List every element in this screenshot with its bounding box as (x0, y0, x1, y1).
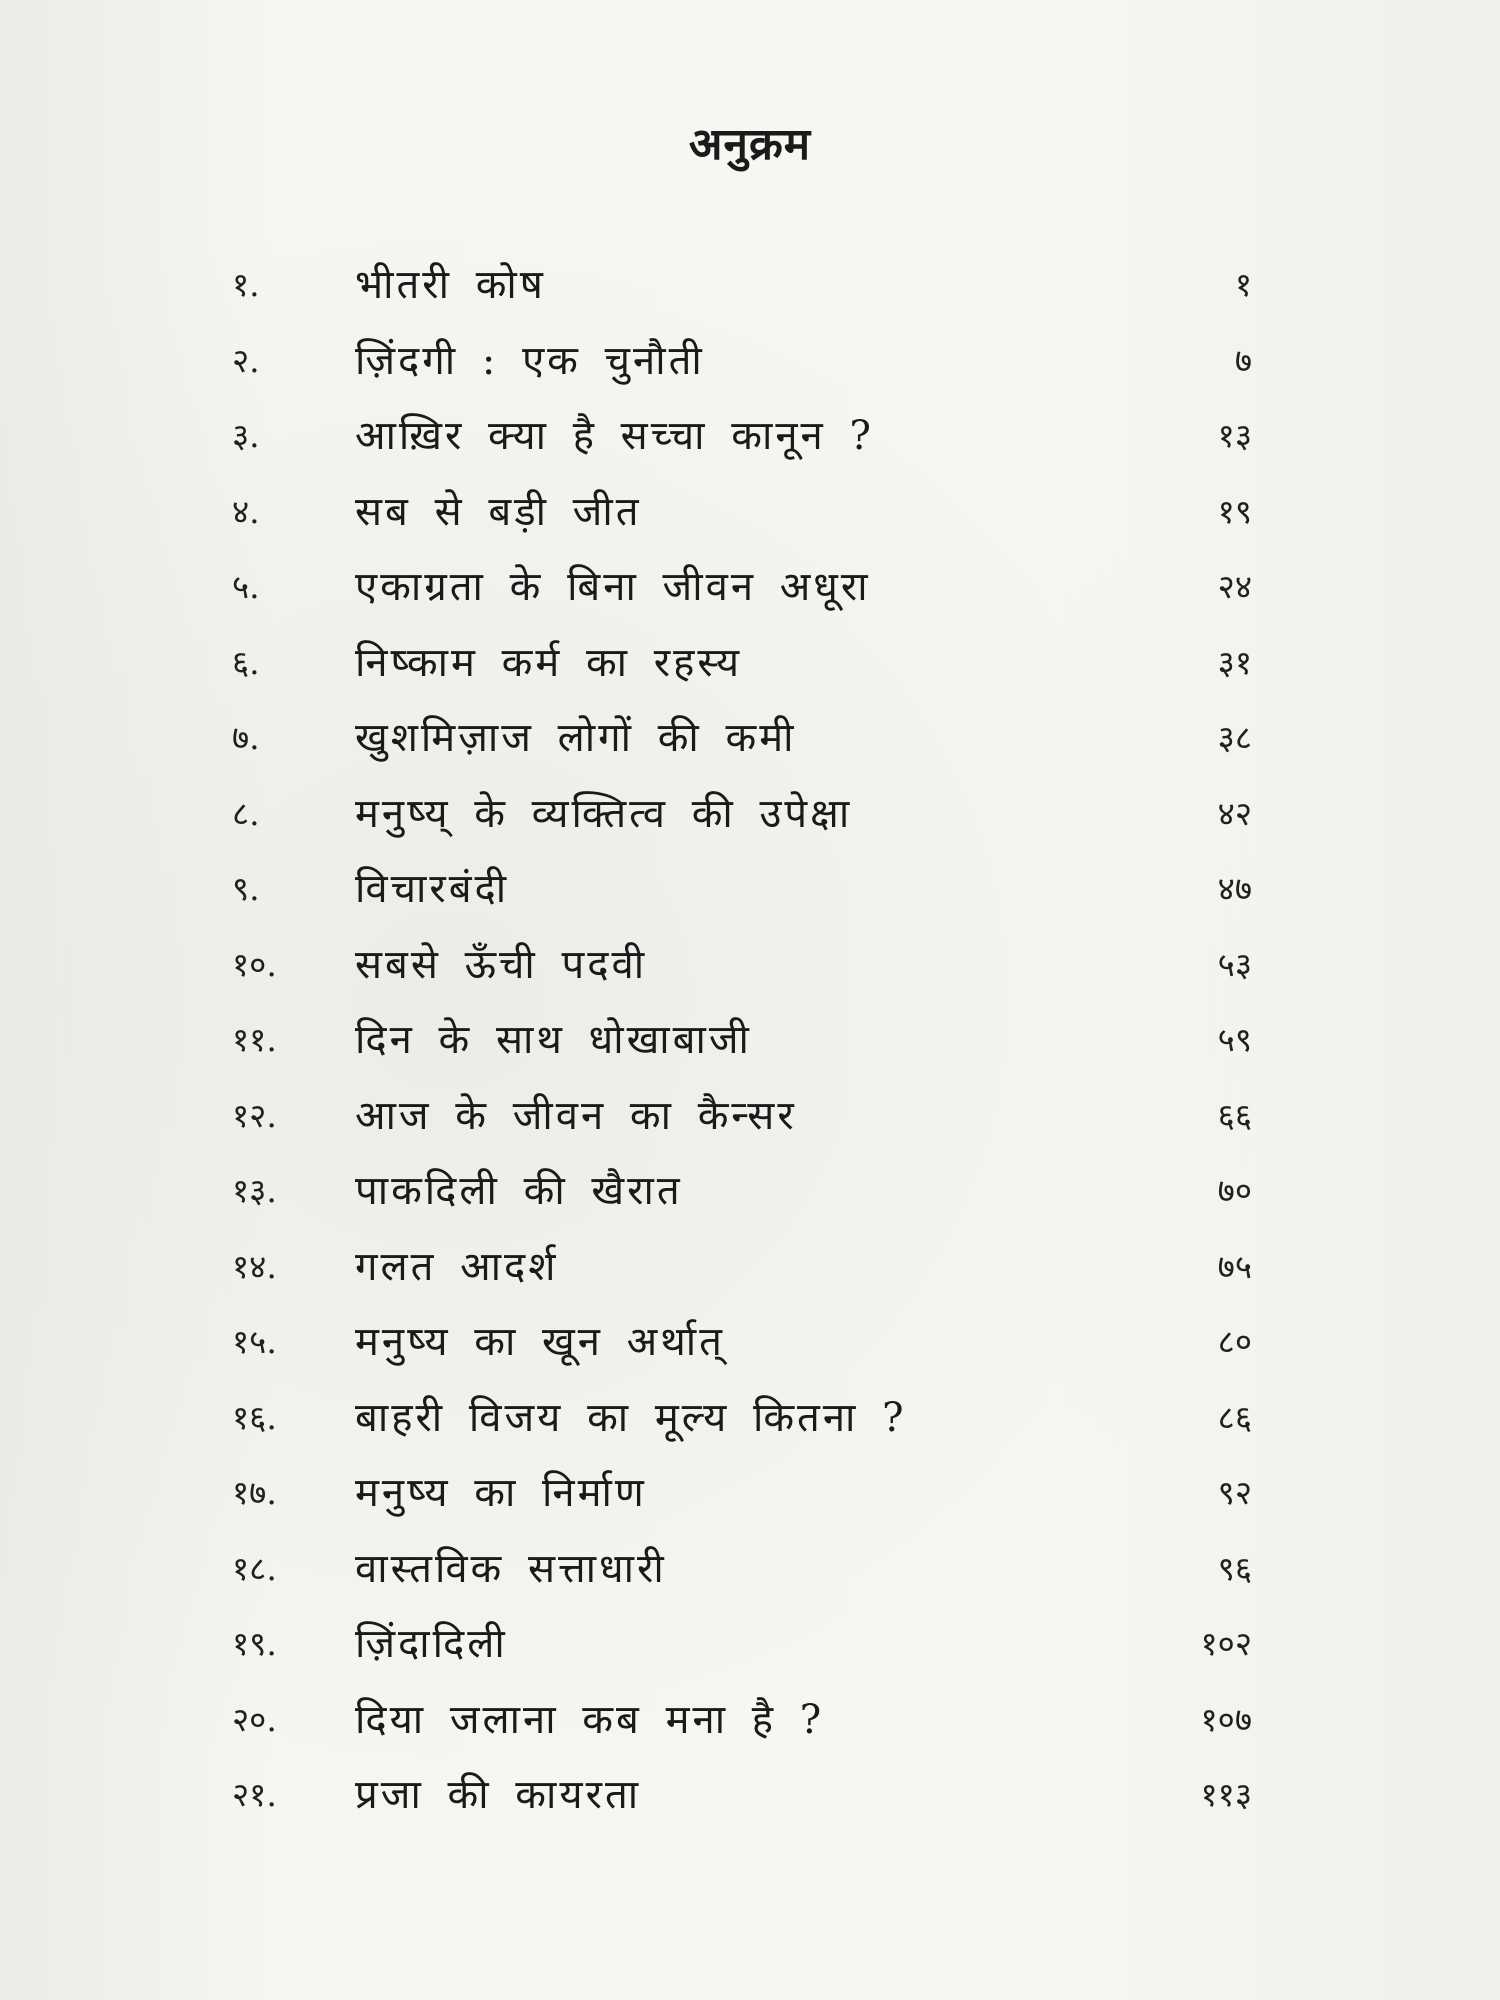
toc-entry-title: विचारबंदी (355, 866, 510, 912)
toc-entry-number: २. (232, 340, 260, 380)
toc-entry-number: १२. (232, 1095, 277, 1135)
toc-entry (0, 1468, 1500, 1544)
toc-entry-page: ३१ (1217, 642, 1252, 682)
toc-entry-page: ९६ (1217, 1548, 1252, 1588)
toc-entry-page: ४७ (1217, 869, 1252, 908)
toc-entry-number: १६. (232, 1397, 277, 1437)
toc-entry-number: ५. (232, 567, 260, 606)
toc-entry (0, 336, 1500, 412)
toc-entry (0, 638, 1500, 714)
toc-entry-page: ८६ (1217, 1397, 1252, 1437)
toc-entry-title: दिन के साथ धोखाबाजी (355, 1017, 752, 1063)
toc-entry (0, 940, 1500, 1016)
toc-entry-title: बाहरी विजय का मूल्य कितना ? (355, 1394, 907, 1441)
toc-entry-title: गलत आदर्श (355, 1243, 559, 1290)
toc-entry-title: आख़िर क्या है सच्चा कानून ? (355, 413, 874, 459)
toc-entry (0, 487, 1500, 563)
toc-entry-page: २४ (1217, 567, 1252, 606)
toc-entry (0, 789, 1500, 865)
toc-entry-page: १३ (1217, 416, 1252, 455)
toc-entry-title: प्रजा की कायरता (355, 1772, 642, 1818)
toc-entry-page: १०२ (1200, 1624, 1252, 1663)
toc-entry-page: ६६ (1217, 1095, 1252, 1135)
toc-entry (0, 562, 1500, 638)
toc-entry-page: ७५ (1217, 1246, 1252, 1286)
toc-entry-title: ज़िंदगी : एक चुनौती (355, 337, 705, 384)
toc-entry-title: सब से बड़ी जीत (355, 488, 642, 535)
toc-entry (0, 1770, 1500, 1846)
toc-entry-number: १८. (232, 1548, 277, 1588)
toc-entry-number: ७. (232, 718, 260, 757)
toc-entry (0, 1317, 1500, 1393)
toc-entry-page: ११३ (1200, 1775, 1252, 1814)
toc-entry-title: आज के जीवन का कैन्सर (355, 1092, 797, 1139)
toc-entry (0, 411, 1500, 487)
toc-entry-number: १४. (232, 1246, 277, 1286)
toc-entry-page: १९ (1217, 491, 1252, 531)
toc-entry-title: दिया जलाना कब मना है ? (355, 1696, 825, 1743)
page-title: अनुक्रम (688, 119, 812, 170)
toc-entry-page: ५३ (1217, 944, 1252, 984)
table-of-contents (0, 260, 1500, 1846)
toc-entry-title: पाकदिली की खैरात (355, 1168, 683, 1214)
toc-entry (0, 1015, 1500, 1091)
toc-entry (0, 864, 1500, 940)
toc-entry (0, 1091, 1500, 1167)
toc-entry-number: १९. (232, 1624, 277, 1663)
toc-entry-number: १७. (232, 1473, 277, 1512)
toc-entry-page: ७० (1217, 1171, 1252, 1210)
toc-entry-page: ८० (1217, 1322, 1252, 1361)
toc-entry-number: २१. (232, 1775, 277, 1814)
toc-entry-number: ४. (232, 491, 260, 531)
toc-entry-title: भीतरी कोष (355, 262, 546, 308)
toc-entry-page: ३८ (1217, 718, 1252, 757)
toc-entry (0, 1242, 1500, 1318)
toc-entry-title: एकाग्रता के बिना जीवन अधूरा (355, 564, 871, 610)
toc-entry-title: ज़िंदादिली (355, 1621, 508, 1667)
toc-entry-page: ४२ (1217, 793, 1252, 833)
toc-entry-title: मनुष्य् के व्यक्तित्व की उपेक्षा (355, 790, 853, 837)
toc-entry-number: १३. (232, 1171, 277, 1210)
toc-entry (0, 1695, 1500, 1771)
toc-entry (0, 1393, 1500, 1469)
toc-entry (0, 1166, 1500, 1242)
toc-entry-title: मनुष्य का खून अर्थात् (355, 1319, 725, 1365)
toc-entry-page: ९२ (1217, 1473, 1252, 1512)
toc-entry (0, 1544, 1500, 1620)
toc-entry (0, 1619, 1500, 1695)
toc-entry-number: ६. (232, 642, 260, 682)
toc-entry-title: मनुष्य का निर्माण (355, 1470, 647, 1516)
toc-entry-page: १ (1234, 265, 1252, 304)
toc-entry-title: सबसे ऊँची पदवी (355, 941, 648, 988)
toc-entry-title: खुशमिज़ाज लोगों की कमी (355, 715, 797, 761)
toc-entry-number: ८. (232, 793, 260, 833)
toc-entry-number: ३. (232, 416, 260, 455)
toc-entry-title: निष्काम कर्म का रहस्य (355, 639, 743, 686)
toc-entry-number: १०. (232, 944, 277, 984)
toc-entry-number: ११. (232, 1020, 277, 1059)
toc-entry-number: २०. (232, 1699, 277, 1739)
toc-entry-page: ५९ (1217, 1020, 1252, 1059)
toc-entry-number: ९. (232, 869, 260, 908)
toc-entry-page: ७ (1234, 340, 1252, 380)
toc-entry-title: वास्तविक सत्ताधारी (355, 1545, 667, 1592)
toc-entry-number: १. (232, 265, 260, 304)
toc-entry (0, 260, 1500, 336)
toc-entry-page: १०७ (1200, 1699, 1252, 1739)
toc-entry (0, 713, 1500, 789)
toc-entry-number: १५. (232, 1322, 277, 1361)
